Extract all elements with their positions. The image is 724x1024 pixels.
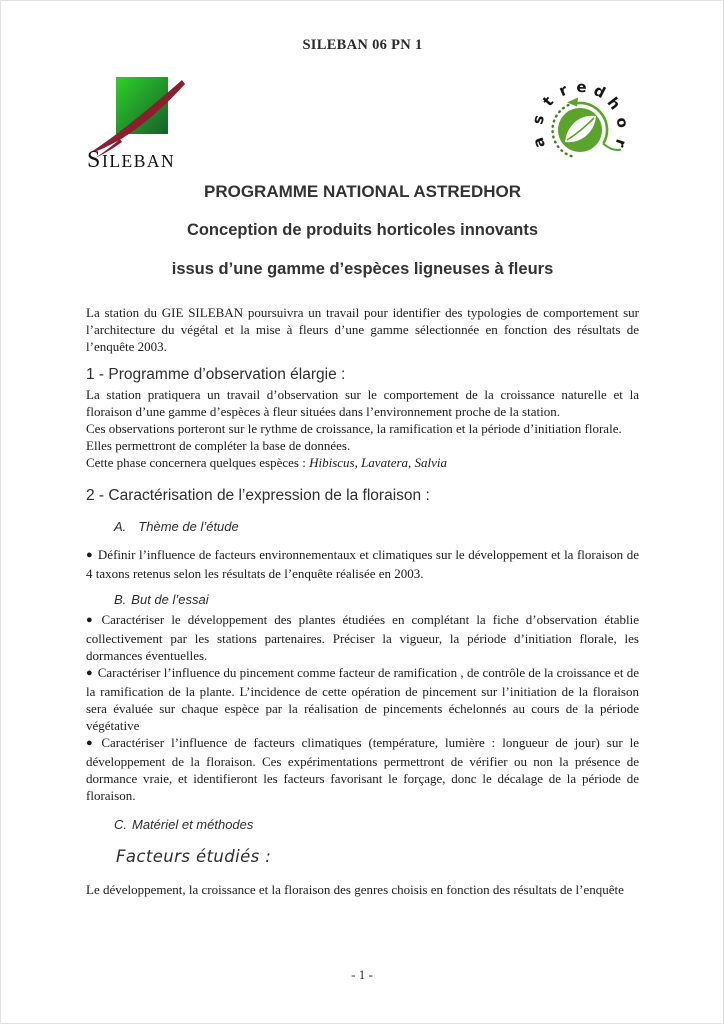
bullet-icon: ● (86, 614, 97, 626)
bullet-paragraph (86, 734, 639, 804)
astredhor-letter: r (611, 136, 631, 150)
subsection-a-heading (114, 519, 639, 534)
document-header-reference: SILEBAN 06 PN 1 (302, 37, 423, 53)
species-line-prefix: Cette phase concernera quelques espèces : (86, 455, 310, 470)
astredhor-letter: t (538, 92, 558, 110)
factors-studied-heading: Facteurs étudiés : (116, 847, 272, 866)
subsection-c-title: Matériel et méthodes (132, 817, 254, 832)
astredhor-letter: s (528, 113, 549, 127)
bullet-paragraph (86, 664, 639, 734)
page-number: - 1 - (351, 967, 373, 982)
document-title-line3: issus d’une gamme d’espèces ligneuses à fleurs (171, 260, 554, 278)
astredhor-letter: h (603, 93, 625, 114)
document-title-line2: Conception de produits horticoles innovants (186, 221, 539, 239)
bullet-text: Définir l’influence de facteurs environnementaux et climatiques sur le développement et la floraison de 4 taxons retenus selon les résultats de l’enquête réalisée en 2003. (86, 547, 639, 581)
sileban-wordmark-initial: S (87, 147, 101, 170)
subsection-b-heading (114, 592, 639, 607)
subsection-a-title: Thème de l’étude (138, 519, 239, 534)
logo-row (86, 74, 639, 174)
intro-paragraph: La station du GIE SILEBAN poursuivra un travail pour identifier des typologies de comportement sur l’architecture du végétal et la mise à fleurs d’une gamme sélectionnée en fonction des résultats de l’enquête 2003. (86, 305, 639, 354)
sileban-square-swoosh-icon (91, 77, 185, 158)
section-1-species-line (86, 454, 639, 471)
subsection-c-label: C. (114, 817, 127, 832)
title-block (86, 182, 639, 279)
bullet-text: Caractériser l’influence du pincement comme facteur de ramification , de contrôle de la croissance et de la ramification de la plante. L’incidence de cette opération de pincement sur l’initiation de la floraison sera évaluée sur chaque espèce par la réalisation de pincements échelonnés au cours de la période végétative (86, 665, 639, 733)
subsection-b-title: But de l’essai (131, 592, 209, 607)
sileban-wordmark-rest: ILEBAN (102, 151, 176, 170)
astredhor-letter: d (590, 81, 609, 103)
bullet-paragraph (86, 611, 639, 664)
section-1-paragraph: Elles permettront de compléter la base de données. (86, 438, 351, 453)
astredhor-letter: a (528, 135, 550, 151)
section-1-paragraph: Ces observations porteront sur le rythme de croissance, la ramification et la période d’initiation florale. (86, 421, 622, 436)
sileban-logo (86, 74, 192, 170)
document-title-line1: PROGRAMME NATIONAL ASTREDHOR (203, 182, 521, 201)
bullet-text: Caractériser le développement des plantes étudiées en complétant la fiche d’observation établie collectivement par les stations partenaires. Préciser la vigueur, la période d’initiation florale, les dormances éventuelles. (86, 612, 639, 663)
section-1-heading: 1 - Programme d’observation élargie : (86, 366, 346, 383)
species-names: Hibiscus, Lavatera, Salvia (309, 455, 448, 470)
bullet-text: Caractériser l’influence de facteurs climatiques (température, lumière : longueur de jour) sur le développement de la floraison. Ces expérimentations permettront de vérifier ou non la présence de dormance vraie, et identifieront les facteurs favorisant le forçage, donc le décalage de la période de floraison. (86, 735, 639, 803)
bullet-icon: ● (86, 737, 97, 749)
astredhor-logo (523, 74, 639, 178)
factors-paragraph: Le développement, la croissance et la floraison des genres choisis en fonction des résultats de l’enquête (86, 882, 624, 897)
section-2-heading: 2 - Caractérisation de l’expression de la floraison : (86, 487, 430, 504)
section-1-paragraph: La station pratiquera un travail d’observation sur le comportement de la croissance naturelle et la floraison d’une gamme d’espèces à fleur situées dans l’environnement proche de la station. (86, 387, 639, 419)
astredhor-letter: o (612, 115, 633, 130)
bullet-paragraph (86, 546, 639, 582)
subsection-a-label: A. (114, 519, 127, 534)
astredhor-letter: e (576, 77, 587, 97)
bullet-icon: ● (86, 549, 93, 561)
astredhor-letter: r (556, 80, 571, 101)
bullet-icon: ● (86, 667, 93, 679)
subsection-c-heading (114, 817, 639, 832)
subsection-b-label: B. (114, 592, 127, 607)
